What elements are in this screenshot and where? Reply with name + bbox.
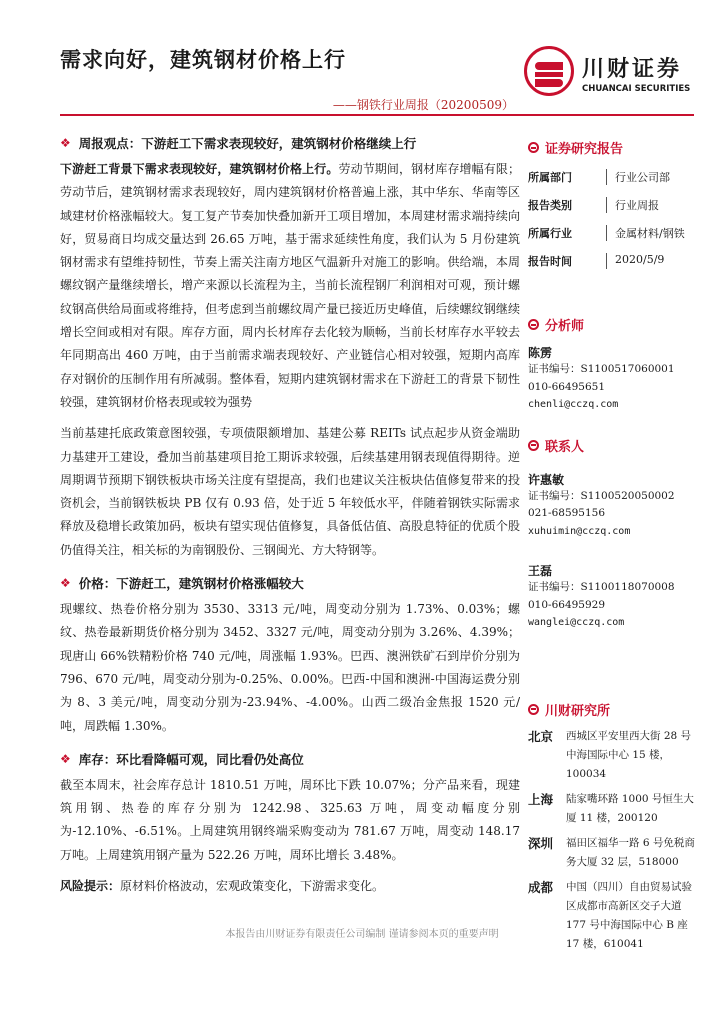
info-row: 所属行业 金属材料/钢铁 [528,227,685,240]
paragraph: 当前基建托底政策意图较强，专项债限额增加、基建公募 REITs 试点起步从资金端助力基建开工建设，叠加当前基建项目抢工期诉求较强，后续基建用钢表现值得期待。逆周期调节预期下钢铁板块市场关注度有望提高，我们也建议关注板块估值修复带来的投资机会，当前钢铁板块 PB 仅有 0.93 倍，处于近 5 年较低水平，伴随着钢铁实际需求释放及稳增长政策加码，板块有望实现估值修复，具备低估值、高股息特征的优质个股仍值得关注，相关标的为南钢股份、三钢闽光、方大特钢等。 [60,426,520,557]
company-logo [524,46,694,102]
contact-phone: 021-68595156 [528,507,606,519]
report-subtitle: ——钢铁行业周报（20200509） [332,98,514,112]
contact-email: wanglei@cczq.com [528,617,625,628]
header-divider [60,114,694,116]
analyst-email: chenli@cczq.com [528,399,619,410]
risk-warning: 风险提示：原材料价格波动，宏观政策变化，下游需求变化。 [60,879,385,894]
section-heading-inventory: ❖ 库存：环比看降幅可观，同比看仍处高位 [60,751,304,767]
section-heading-price: ❖ 价格：下游赶工，建筑钢材价格涨幅较大 [60,576,304,592]
office-address: 深圳 福田区福华一路 6 号免税商务大厦 32 层，518000 [528,835,695,868]
office-address: 成都 中国（四川）自由贸易试验区成都市高新区交子大道 177 号中海国际中心 B 座 17 楼，610041 [528,879,692,950]
page-footer: 本报告由川财证券有限责任公司编制 谨请参阅本页的重要声明 [225,929,499,940]
brand-circle-icon [528,440,539,451]
contact-cert: 证书编号：S1100118070008 [528,581,675,593]
contact-cert: 证书编号：S1100520050002 [528,489,675,502]
logo-cn-text: 川财证券 [582,57,683,82]
diamond-bullet-icon: ❖ [60,136,71,150]
paragraph: 现螺纹、热卷价格分别为 3530、3313 元/吨，周变动分别为 1.73%、0.03%；螺纹、热卷最新期货价格分别为 3452、3327 元/吨，周变动分别为 3.26%、4.39%；现唐山 66%铁精粉价格 740 元/吨，周涨幅 1.93%。巴西、澳洲铁矿石到岸价分别为 796、670 元/吨，周变动分别为-0.25%、0.00%。巴西-中国和澳洲-中国海运费分别为 8、3 美元/吨，周变动分别为-23.94%、-4.00%。山西二级冶金焦报 1520 元/吨，周跌幅 1.30%。 [60,602,520,733]
office-address: 北京 西城区平安里西大街 28 号中海国际中心 15 楼，100034 [528,728,692,780]
diamond-bullet-icon: ❖ [60,576,71,591]
contact-name: 许惠敏 [528,472,565,487]
contact-name: 王磊 [528,564,553,578]
logo-en-text: CHUANCAI SECURITIES [582,84,691,94]
paragraph: 截至本周末，社会库存总计 1810.51 万吨，周环比下跌 10.07%；分产品来看，现建筑用钢、热卷的库存分别为 1242.98、325.63 万吨，周变动幅度分别为-12.10%、-6.51%。上周建筑用钢终端采购变动为 781.67 万吨，周变动 148.17 万吨。上周建筑用钢产量为 522.26 万吨，周环比增长 3.48%。 [60,777,520,862]
sidebar-heading-contact: 联系人 [528,436,698,455]
sidebar-heading-report: 证券研究报告 [528,138,698,157]
office-address: 上海 陆家嘴环路 1000 号恒生大厦 11 楼，200120 [528,791,694,824]
brand-circle-icon [528,142,539,153]
main-content [60,128,520,898]
section-heading-view: ❖ 周报观点：下游赶工下需求表现较好，建筑钢材价格继续上行 [60,136,417,151]
report-title: 需求向好，建筑钢材价格上行 [60,48,346,72]
sidebar-heading-institute: 川财研究所 [528,700,698,719]
info-row: 报告类别 行业周报 [528,199,659,212]
sidebar-heading-analyst: 分析师 [528,315,698,334]
contact-email: xuhuimin@cczq.com [528,525,631,537]
logo-mark-icon [524,46,574,96]
paragraph: 下游赶工背景下需求表现较好，建筑钢材价格上行。劳动节期间，钢材库存增幅有限；劳动节后，建筑钢材需求表现较好，周内建筑钢材价格普遍上涨，其中华东、华南等区域建材价格涨幅较大。复工复产节奏加快叠加新开工项目增加，本周建材需求端持续向好，贸易商日均成交量达到 26.65 万吨，基于需求延续性角度，我们认为 5 月份建筑钢材需求有望维持韧性，节奏上需关注南方地区气温新升对施工的影响。供给端，本周螺纹钢产量继续增长，增产来源以长流程为主，当前长流程钢厂利润相对可观，预计螺纹钢高供给局面或将维持，但考虑到当前螺纹周产量已接近历史峰值，后续螺纹钢继续增长空间或相对有限。库存方面，周内长材库存去化较为顺畅，当前长材库存水平较去年同期高出 460 万吨，由于当前需求端表现较好、产业链信心相对较强，短期内高库存对钢价的压制作用有所减弱。整体看，短期内建筑钢材需求在下游赶工的背景下韧性较强，建筑钢材价格表现或较为强势 [60,162,520,409]
info-row: 报告时间 2020/5/9 [528,253,665,268]
info-row: 所属部门 行业公司部 [528,171,670,184]
brand-circle-icon [528,319,539,330]
analyst-name: 陈雳 [528,346,553,360]
diamond-bullet-icon: ❖ [60,751,71,766]
sidebar [528,138,698,954]
contact-phone: 010-66495929 [528,598,606,611]
brand-circle-icon [528,704,539,715]
analyst-cert: 证书编号：S1100517060001 [528,363,675,375]
analyst-phone: 010-66495651 [528,380,606,393]
